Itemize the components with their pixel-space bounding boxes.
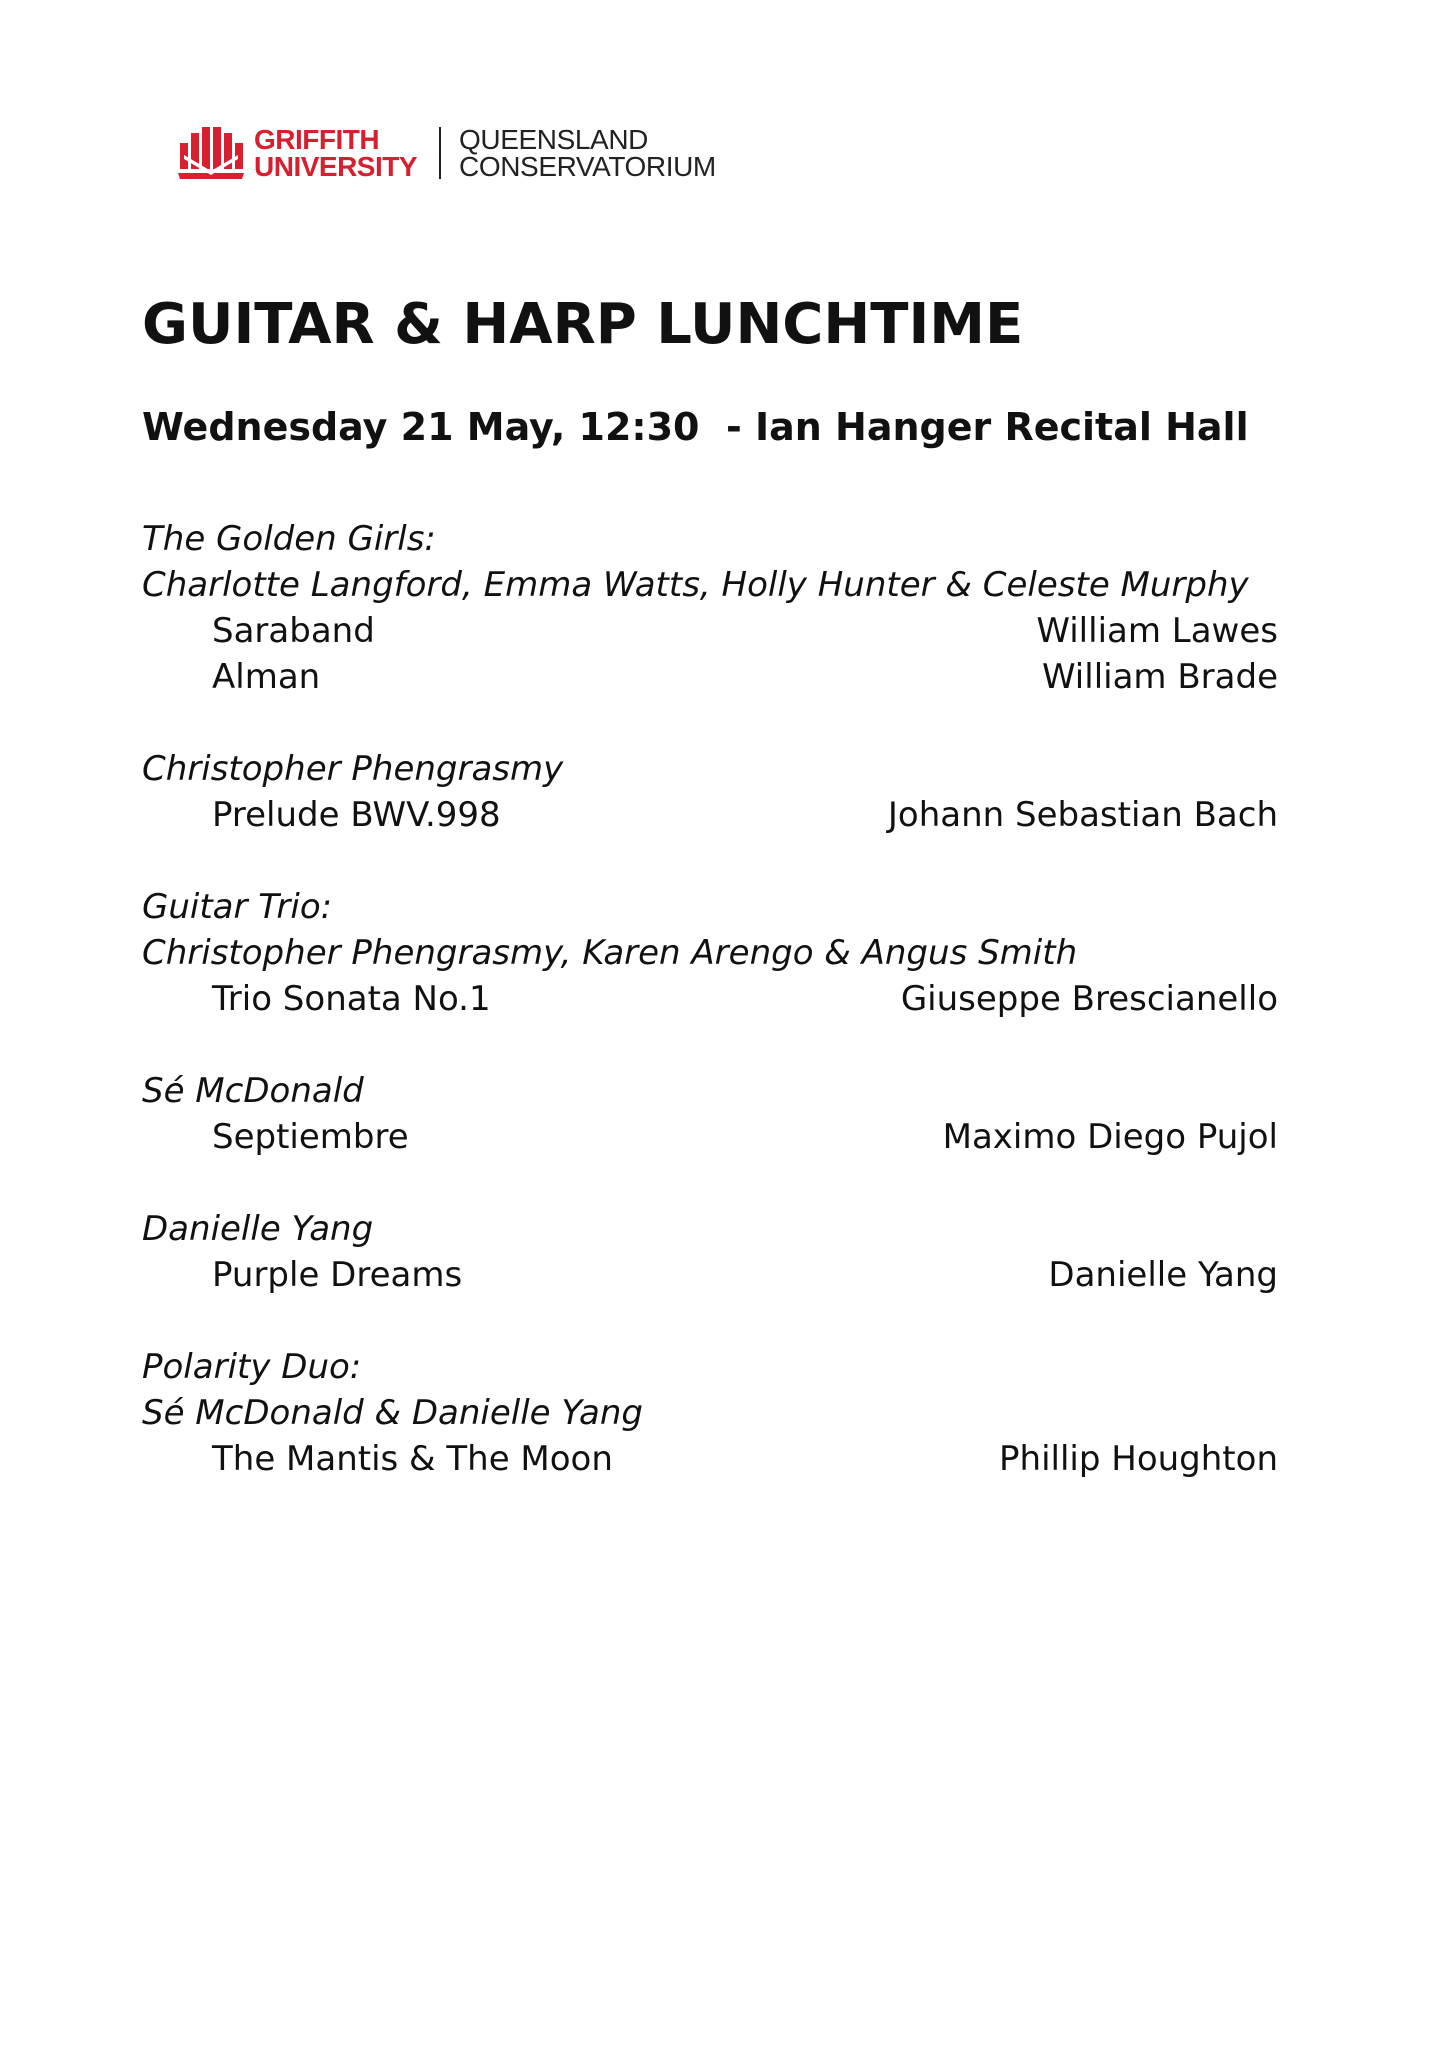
piece-title: Trio Sonata No.1 — [212, 979, 491, 1019]
griffith-conservatorium-logo — [176, 124, 716, 182]
piece-title: The Mantis & The Moon — [212, 1439, 613, 1479]
performer-line: Guitar Trio: — [142, 887, 333, 927]
concert-program — [142, 516, 1278, 1528]
logo-school-line2: CONSERVATORIUM — [459, 151, 716, 182]
piece-title: Alman — [212, 657, 321, 697]
performer-line: Danielle Yang — [142, 1209, 374, 1249]
event-date-venue: Wednesday 21 May, 12:30 - Ian Hanger Recital Hall — [142, 405, 1249, 449]
performer-line: Christopher Phengrasmy — [142, 749, 564, 789]
performer-line: Charlotte Langford, Emma Watts, Holly Hunter & Celeste Murphy — [142, 565, 1249, 605]
composer-name: Danielle Yang — [1048, 1255, 1278, 1295]
performer-line: Sé McDonald — [142, 1071, 364, 1111]
piece-title: Septiembre — [212, 1117, 409, 1157]
piece-title: Saraband — [212, 611, 375, 651]
performer-line: The Golden Girls: — [142, 519, 436, 559]
performer-line: Polarity Duo: — [142, 1347, 362, 1387]
performer-line: Sé McDonald & Danielle Yang — [142, 1393, 644, 1433]
piece-row — [142, 654, 1278, 700]
piece-row — [142, 1252, 1278, 1298]
composer-name: Phillip Houghton — [999, 1439, 1278, 1479]
logo-school-line1: QUEENSLAND — [459, 124, 648, 155]
program-group — [142, 1344, 1278, 1482]
program-group — [142, 516, 1278, 700]
program-group — [142, 746, 1278, 838]
griffith-logo-icon — [176, 125, 246, 181]
griffith-university-wordmark — [254, 126, 417, 180]
piece-row — [142, 1436, 1278, 1482]
logo-university-line2: UNIVERSITY — [254, 151, 418, 182]
composer-name: Johann Sebastian Bach — [887, 795, 1278, 835]
composer-name: William Brade — [1041, 657, 1278, 697]
performer-line: Christopher Phengrasmy, Karen Arengo & Angus Smith — [142, 933, 1078, 973]
piece-row — [142, 1114, 1278, 1160]
logo-divider — [439, 127, 441, 179]
page-title: GUITAR & HARP LUNCHTIME — [142, 292, 1024, 357]
composer-name: Maximo Diego Pujol — [942, 1117, 1278, 1157]
composer-name: William Lawes — [1036, 611, 1278, 651]
queensland-conservatorium-wordmark — [459, 126, 716, 180]
program-group — [142, 1068, 1278, 1160]
piece-title: Prelude BWV.998 — [212, 795, 501, 835]
program-group — [142, 1206, 1278, 1298]
piece-title: Purple Dreams — [212, 1255, 463, 1295]
piece-row — [142, 608, 1278, 654]
program-group — [142, 884, 1278, 1022]
piece-row — [142, 792, 1278, 838]
logo-university-line1: GRIFFITH — [254, 124, 380, 155]
composer-name: Giuseppe Brescianello — [900, 979, 1278, 1019]
piece-row — [142, 976, 1278, 1022]
